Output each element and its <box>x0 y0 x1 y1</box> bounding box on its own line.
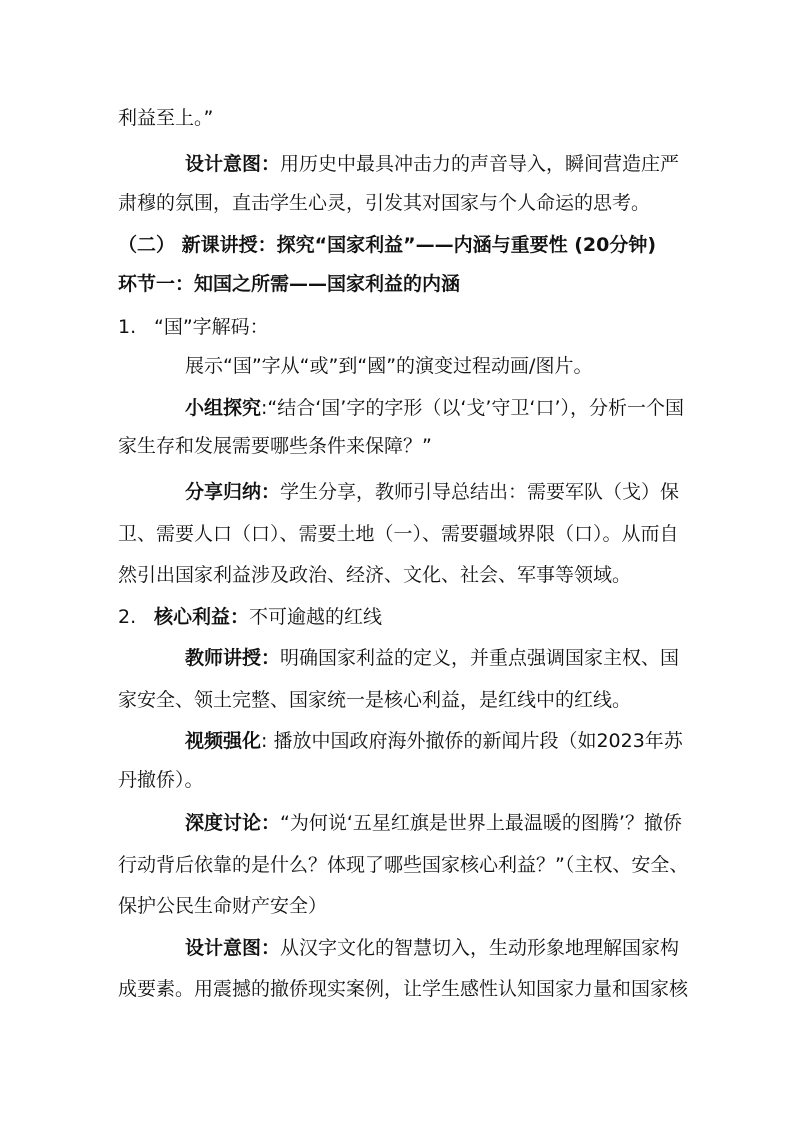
video-paragraph <box>185 728 683 754</box>
discussion-label: 深度讨论： <box>185 812 281 834</box>
list-number: 2. <box>118 606 137 628</box>
list-text: “国”字解码： <box>154 316 269 338</box>
text-line: 家生存和发展需要哪些条件来保障？” <box>118 435 432 457</box>
text-span: 学生分享，教师引导总结出：需要军队（戈）保 <box>280 481 680 503</box>
list-number: 1. <box>118 316 137 338</box>
text-line: 利益至上。” <box>118 107 214 129</box>
discussion-paragraph <box>185 810 682 836</box>
text-span: “为何说‘五星红旗是世界上最温暖的图腾’？撤侨 <box>280 812 682 834</box>
design-intent-label: 设计意图： <box>185 937 281 959</box>
text-span: :“结合‘国’字的字形（以‘戈’守卫‘口’），分析一个国 <box>261 397 684 419</box>
group-inquiry-paragraph <box>185 395 684 421</box>
teacher-lecture-label: 教师讲授： <box>185 647 281 669</box>
text-span: 从汉字文化的智慧切入，生动形象地理解国家构 <box>280 937 680 959</box>
section-heading: （二） 新课讲授：探究“国家利益”——内涵与重要性 (20分钟) <box>118 234 657 256</box>
text-line: 行动背后依靠的是什么？体现了哪些国家核心利益？”（主权、安全、 <box>118 854 689 876</box>
text-span: 不可逾越的红线 <box>249 606 383 628</box>
core-interest-label: 核心利益： <box>154 606 250 628</box>
group-inquiry-label: 小组探究 <box>185 397 262 419</box>
subsection-heading: 环节一：知国之所需——国家利益的内涵 <box>118 273 461 295</box>
text-span: : 播放中国政府海外撤侨的新闻片段（如2023年苏 <box>261 730 683 752</box>
design-intent-label: 设计意图： <box>185 153 281 175</box>
text-span: 用历史中最具冲击力的声音导入，瞬间营造庄严 <box>280 153 680 175</box>
list-item <box>118 314 269 340</box>
text-line: 家安全、领土完整、国家统一是核心利益，是红线中的红线。 <box>118 689 632 711</box>
text-line: 丹撤侨）。 <box>118 769 204 791</box>
teacher-lecture-paragraph <box>185 645 679 671</box>
video-label: 视频强化 <box>185 730 262 752</box>
text-line: 保护公民生命财产安全） <box>118 895 328 917</box>
text-span: 明确国家利益的定义，并重点强调国家主权、国 <box>280 647 680 669</box>
text-line: 展示“国”字从“或”到“國”的演变过程动画/图片。 <box>185 355 593 377</box>
text-line: 卫、需要人口（口）、需要土地（一）、需要疆域界限（口）。从而自 <box>118 523 679 545</box>
text-line: 然引出国家利益涉及政治、经济、文化、社会、军事等领域。 <box>118 564 632 586</box>
share-summary-label: 分享归纳： <box>185 481 281 503</box>
design-intent-paragraph <box>185 935 679 961</box>
text-line: 成要素。用震撼的撤侨现实案例，让学生感性认知国家力量和国家核 <box>118 978 689 1000</box>
share-summary-paragraph <box>185 479 679 505</box>
design-intent-paragraph <box>185 151 679 177</box>
text-line: 肃穆的氛围，直击学生心灵，引发其对国家与个人命运的思考。 <box>118 192 651 214</box>
list-item <box>118 604 382 630</box>
